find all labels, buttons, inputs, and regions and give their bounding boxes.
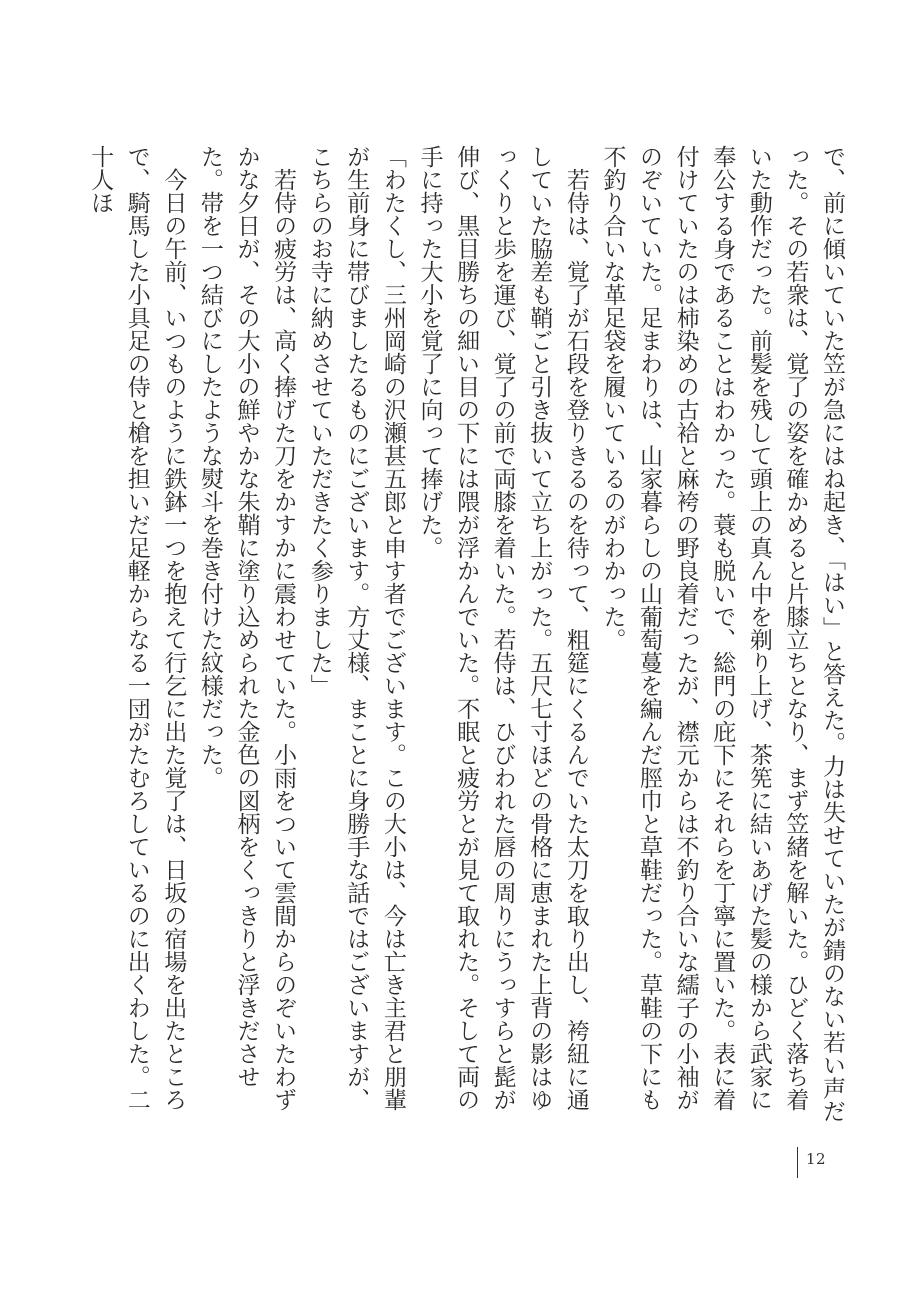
paragraph-4: 若侍の疲労は、高く捧げた刀をかすかに震わせていた。小雨をついて雲間からのぞいたわずかな夕日が、その大小の鮮やかな朱鞘に塗り込められた金色の図柄をくっきりと浮きださせた。帯を一つ結びにしたような熨斗を巻き付けた紋様だった。 [196,145,297,1111]
paragraph-1: で、前に傾いていた笠が急にはね起き、「はい」と答えた。力は失せていたが錆のない若い声だった。その若衆は、覚了の姿を確かめると片膝立ちとなり、まず笠緒を解いた。ひどく落ち着いた動作だった。前髪を残して頭上の真ん中を剃り上げ、茶筅に結いあげた髪の様から武家に奉公する身であることはわかった。蓑も脱いで、総門の庇下にそれらを丁寧に置いた。表に着付けていたのは柿染めの古袷と麻袴の野良着だったが、襟元からは不釣り合いな繻子の小袖がのぞいていた。足まわりは、山家暮らしの山葡萄蔓を編んだ脛巾と草鞋だった。草鞋の下にも不釣り合いな革足袋を履いているのがわかった。 [599,145,845,1123]
paragraph-5: 今日の午前、いつものように鉄鉢一つを抱えて行乞に出た覚了は、日坂の宿場を出たところで、騎馬した小具足の侍と槍を担いだ足軽からなる一団がたむろしているのに出くわした。二十人ほ [87,145,187,1111]
paragraph-3: 「わたくし、三州岡崎の沢瀬甚五郎と申す者でございます。この大小は、今は亡き主君と朋輩が生前身に帯びましたるものにございます。方丈様、まことに身勝手な話ではございますが、こちらのお寺に納めさせていただきたく参りました」 [306,145,406,1111]
page-number-rule [797,1147,798,1178]
body-text [87,145,850,1125]
page-number: 12 [806,1150,827,1168]
paragraph-2: 若侍は、覚了が石段を登りきるのを待って、粗筵にくるんでいた太刀を取り出し、袴紐に通していた脇差も鞘ごと引き抜いて立ち上がった。五尺七寸ほどの骨格に恵まれた上背の影はゆっくりと歩を運び、覚了の前で両膝を着いた。若侍は、ひびわれた唇の周りにうっすらと髭が伸び、黒目勝ちの細い目の下には隈が浮かんでいた。不眠と疲労とが見て取れた。そして両の手に持った大小を覚了に向って捧げた。 [416,145,589,1111]
